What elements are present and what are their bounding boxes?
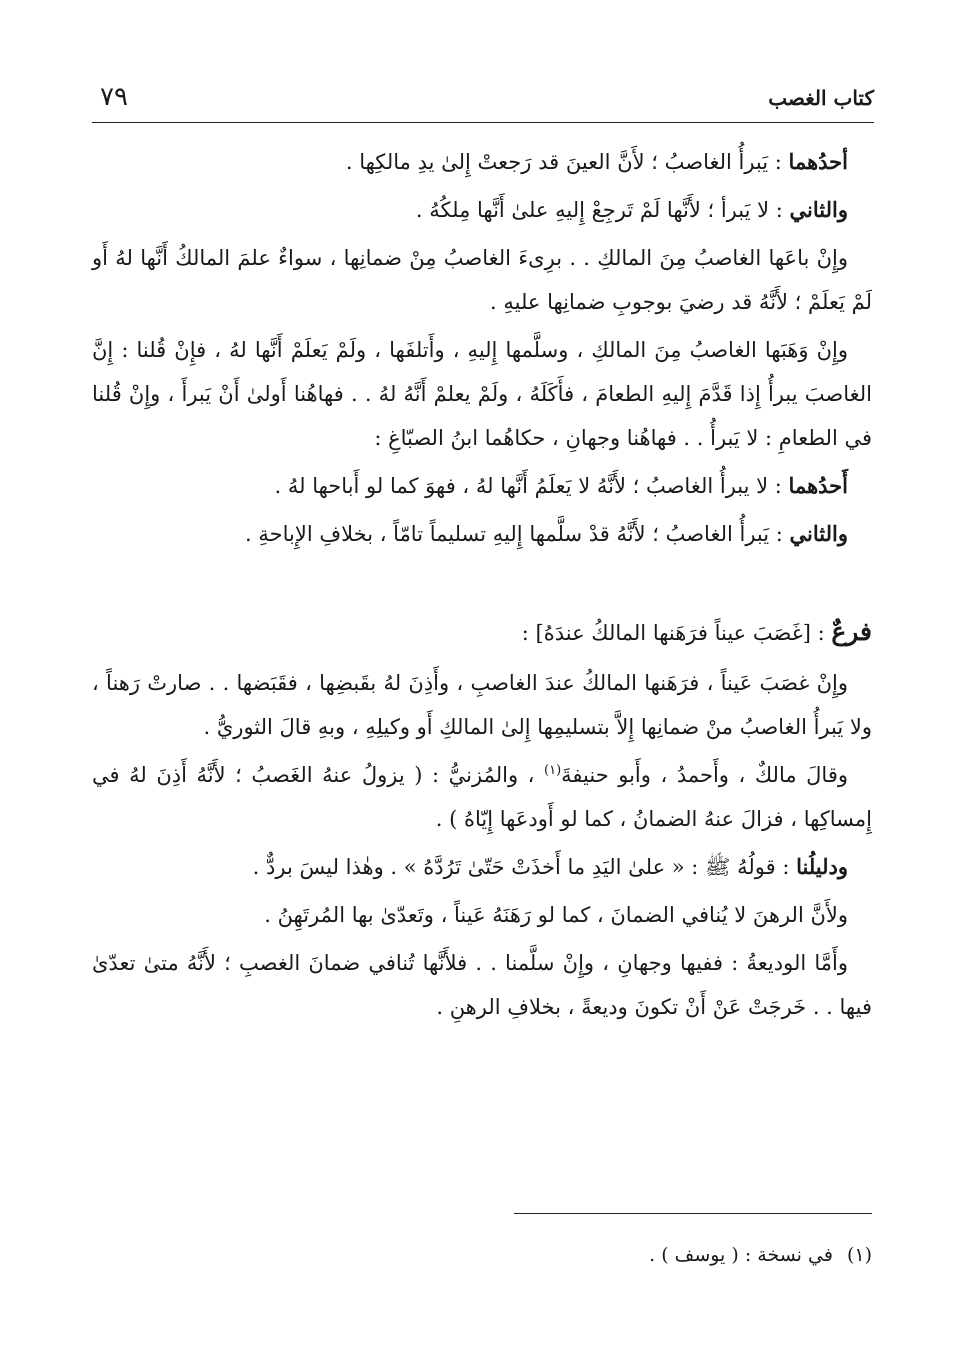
main-text: [92, 140, 872, 1033]
branch-label: فرعٌ: [831, 617, 872, 646]
running-title: كتاب الغصب: [768, 86, 874, 110]
paragraph-text: ولأَنَّ الرهنَ لا يُنافي الضمانَ ، كما لو رَهَنَهُ عَيناً ، وتَعدّىٰ بها المُرتَهِنُ .: [264, 903, 848, 927]
paragraph-text: وأَمَّا الوديعةُ : ففيها وجهانِ ، وإِنْ سلَّمنا . . فلأَنَّها تُنافي ضمانَ الغصبِ ؛ لأَنَّهُ متىٰ تعدّىٰ فيها . . خَرجَتْ عَنْ أَنْ تكونَ وديعةً ، بخلافِ الرهنِ .: [92, 951, 872, 1019]
paragraph: [92, 661, 872, 749]
page-number: ٧٩: [100, 82, 128, 112]
paragraph-text: ، والمُزنيُّ : ( يزولُ عنهُ الغَصبُ ؛ لأَنَّهُ أَذِنَ لهُ في إِمساكِها ، فزالَ عنهُ الضمانُ ، كما لو أَودعَها إِيّاهُ ) .: [92, 763, 872, 831]
paragraph-text: : يَبرأُ الغاصبُ ؛ لأَنَّهُ قدْ سلَّمها إِليهِ تسليماً تامّاً ، بخلافِ الإِباحةِ .: [245, 522, 790, 546]
paragraph: [92, 188, 872, 232]
paragraph: [92, 845, 872, 889]
paragraph-text: : يَبرأُ الغاصبُ ؛ لأَنَّ العينَ قد رَجعتْ إِلىٰ يدِ مالكِها .: [345, 150, 789, 174]
footnote-number: (١): [846, 1244, 872, 1266]
footnote-reference[interactable]: (١): [544, 763, 562, 778]
paragraph-lead: أحدُهما: [788, 149, 848, 174]
paragraph: [92, 236, 872, 324]
paragraph-lead: ودليلُنا: [796, 854, 848, 879]
footnote-text: في نسخة : ( يوسف ) .: [649, 1244, 833, 1266]
paragraph-text: وقالَ مالكٌ ، وأَحمدُ ، وأَبو حنيفةَ: [561, 763, 848, 787]
paragraph-text: وإِنْ باعَها الغاصبُ مِنَ المالكِ . . برِىءَ الغاصبُ مِنْ ضمانِها ، سواءٌ علمَ المالكُ أَنَّها لهُ أَو لَمْ يَعلَمْ ؛ لأَنَّهُ قد رضيَ بوجوبِ ضمانِها عليهِ .: [92, 246, 872, 314]
paragraph: [92, 512, 872, 556]
paragraph: [92, 464, 872, 508]
branch-title: : [غَصَبَ عيناً فرَهَنها المالكُ عندَهُ] :: [521, 621, 832, 645]
page-header: [92, 82, 874, 123]
footnote: [92, 1240, 872, 1270]
paragraph-text: وإِنْ غصَبَ عَيناً ، فرَهَنها المالكُ عندَ الغاصبِ ، وأَذِنَ لهُ بقَبضِها ، فقَبَضها . . صارتْ رَهناً ، ولا يَبرأُ الغاصبُ منْ ضمانِها إِلاَّ بتسليمِها إِلىٰ المالكِ أَو وكيلِهِ ، وبهِ قالَ الثوريُّ .: [92, 671, 872, 739]
paragraph: [92, 140, 872, 184]
paragraph-lead: والثاني: [789, 197, 848, 222]
paragraph: [92, 328, 872, 460]
paragraph-text: : قولُهُ ﷺ : « علىٰ اليَدِ ما أَخذَتْ حَتّىٰ تَرُدَّهُ » . وهٰذا ليسَ بردٌّ .: [252, 855, 797, 879]
section-gap: [92, 560, 872, 610]
paragraph-lead: والثاني: [789, 521, 848, 546]
paragraph: [92, 941, 872, 1029]
footnote-divider: [514, 1213, 872, 1214]
paragraph-lead: أَحدُهما: [788, 473, 848, 498]
paragraph: [92, 753, 872, 841]
paragraph-text: : لا يبرأُ الغاصبُ ؛ لأَنَّهُ لا يَعلَمُ أَنَّها لهُ ، فهوَ كما لو أَباحها لهُ .: [274, 474, 789, 498]
branch-heading: [92, 610, 872, 655]
paragraph-text: وإِنْ وَهَبَها الغاصبُ مِنَ المالكِ ، وسلَّمها إِليهِ ، وأَتلفَها ، ولَمْ يَعلَمْ أَنَّها لهُ ، فإِنْ قُلنا : إِنَّ الغاصبَ يبرأُ إِذا قَدَّمَ إِليهِ الطعامَ ، فأَكَلَهُ ، ولَمْ يعلمْ أَنَّهُ لهُ . . فهاهُنا أَولىٰ أَنْ يَبرأَ ، وإِنْ قُلنا في الطعامِ : لا يَبرأُ . . فهاهُنا وجهانِ ، حكاهُما ابنُ الصبّاغِ :: [92, 338, 872, 450]
paragraph: [92, 893, 872, 937]
paragraph-text: : لا يَبرأ ؛ لأَنَّها لَمْ تَرجِعْ إِليهِ علىٰ أَنَّها مِلكُهُ .: [415, 198, 790, 222]
